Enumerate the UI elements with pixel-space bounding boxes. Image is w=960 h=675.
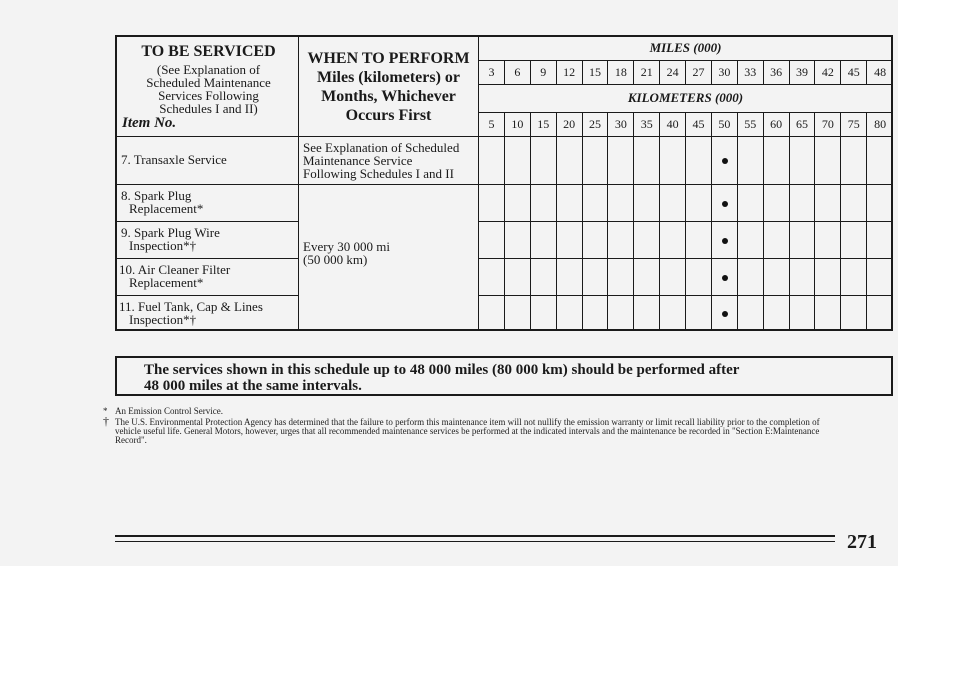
miles-value: 39 (790, 61, 816, 85)
schedule-cell (686, 222, 712, 259)
schedule-cell (479, 137, 505, 185)
service-label: 7. Transaxle Service (121, 152, 227, 167)
service-item-10 (117, 259, 299, 296)
footnote-line: vehicle useful life. General Motors, however, urges that all recommended maintenance services be performed at the indicated intervals and the maintenance be recorded in "Section E:Maintenance (115, 426, 820, 436)
when-line: Occurs First (345, 107, 432, 124)
asterisk-mark: * (103, 406, 108, 416)
schedule-cell (867, 222, 893, 259)
schedule-cell (764, 137, 790, 185)
schedule-cell (479, 222, 505, 259)
kilometers-label: KILOMETERS (000) (479, 85, 893, 113)
service-label: Inspection*† (129, 312, 197, 327)
schedule-cell (479, 296, 505, 331)
schedule-cell (531, 222, 557, 259)
schedule-cell (790, 259, 816, 296)
miles-value: 15 (583, 61, 609, 85)
schedule-cell (634, 222, 660, 259)
schedule-cell (738, 185, 764, 222)
miles-value: 12 (557, 61, 583, 85)
to-be-serviced-header (117, 37, 299, 137)
schedule-cell (531, 259, 557, 296)
miles-value: 24 (660, 61, 686, 85)
schedule-cell (815, 296, 841, 331)
schedule-cell (608, 259, 634, 296)
when-line: See Explanation of Scheduled (303, 140, 460, 155)
schedule-cell (660, 222, 686, 259)
schedule-cell (815, 259, 841, 296)
schedule-cell (738, 296, 764, 331)
schedule-cell (583, 137, 609, 185)
schedule-cell (815, 185, 841, 222)
service-due-dot (722, 311, 728, 317)
when-line: Miles (kilometers) or (316, 69, 461, 86)
schedule-cell (505, 259, 531, 296)
miles-value: 42 (815, 61, 841, 85)
schedule-cell (505, 137, 531, 185)
km-value: 25 (583, 113, 609, 137)
schedule-cell (738, 137, 764, 185)
schedule-cell (505, 296, 531, 331)
km-value: 20 (557, 113, 583, 137)
schedule-cell (608, 137, 634, 185)
km-value: 60 (764, 113, 790, 137)
miles-label: MILES (000) (479, 37, 893, 61)
schedule-cell (583, 259, 609, 296)
schedule-cell (867, 259, 893, 296)
schedule-cell (764, 259, 790, 296)
when-line: Months, Whichever (321, 88, 456, 105)
schedule-cell (686, 137, 712, 185)
schedule-cell (531, 296, 557, 331)
schedule-cell (867, 185, 893, 222)
note-line: (See Explanation of (156, 62, 261, 77)
km-value: 70 (815, 113, 841, 137)
schedule-cell (712, 296, 738, 331)
schedule-cell (505, 222, 531, 259)
miles-value: 30 (712, 61, 738, 85)
when-line: WHEN TO PERFORM (307, 50, 470, 67)
km-value: 35 (634, 113, 660, 137)
service-label: 9. Spark Plug Wire (121, 225, 220, 240)
schedule-cell (815, 137, 841, 185)
schedule-cell (867, 137, 893, 185)
footnote-line: Record". (115, 435, 147, 445)
footnote-text: An Emission Control Service. (115, 406, 223, 416)
note-line: The services shown in this schedule up to 48 000 miles (80 000 km) should be performed after (144, 362, 740, 378)
footer-rule-bottom (115, 541, 835, 542)
schedule-cell (738, 222, 764, 259)
service-label: Replacement* (129, 201, 204, 216)
schedule-cell (557, 259, 583, 296)
miles-value: 33 (738, 61, 764, 85)
service-item-8 (117, 185, 299, 222)
km-value: 65 (790, 113, 816, 137)
item-no-label: Item No. (122, 115, 177, 131)
service-item-7 (117, 137, 299, 185)
dagger-mark: † (103, 414, 109, 428)
when-to-perform-7 (299, 137, 479, 185)
service-label: 11. Fuel Tank, Cap & Lines (119, 299, 263, 314)
service-label: 8. Spark Plug (121, 188, 192, 203)
schedule-cell (712, 137, 738, 185)
km-value: 40 (660, 113, 686, 137)
schedule-cell (790, 222, 816, 259)
km-value: 10 (505, 113, 531, 137)
schedule-cell (583, 185, 609, 222)
schedule-cell (608, 222, 634, 259)
maintenance-schedule-table (115, 35, 893, 331)
km-value: 75 (841, 113, 867, 137)
note-line: Services Following (158, 88, 259, 103)
service-label: Inspection*† (129, 238, 197, 253)
miles-value: 3 (479, 61, 505, 85)
service-item-11 (117, 296, 299, 331)
schedule-cell (505, 185, 531, 222)
note-line: 48 000 miles at the same intervals. (144, 378, 362, 394)
miles-value: 6 (505, 61, 531, 85)
schedule-cell (867, 296, 893, 331)
schedule-cell (686, 259, 712, 296)
km-value: 15 (531, 113, 557, 137)
schedule-note (115, 356, 893, 396)
schedule-cell (583, 222, 609, 259)
km-value: 80 (867, 113, 893, 137)
km-value: 30 (608, 113, 634, 137)
schedule-cell (764, 296, 790, 331)
schedule-cell (531, 185, 557, 222)
schedule-cell (634, 137, 660, 185)
schedule-cell (634, 185, 660, 222)
when-line: (50 000 km) (303, 252, 368, 267)
schedule-cell (660, 185, 686, 222)
miles-value: 36 (764, 61, 790, 85)
note-line: Schedules I and II) (159, 101, 258, 116)
service-due-dot (722, 201, 728, 207)
km-value: 50 (712, 113, 738, 137)
schedule-cell (608, 296, 634, 331)
shared-when-to-perform (299, 185, 479, 331)
schedule-cell (764, 222, 790, 259)
miles-value: 45 (841, 61, 867, 85)
schedule-cell (660, 137, 686, 185)
footnote-epa (103, 414, 893, 445)
km-value: 55 (738, 113, 764, 137)
service-due-dot (722, 158, 728, 164)
schedule-cell (712, 185, 738, 222)
service-due-dot (722, 238, 728, 244)
schedule-cell (660, 296, 686, 331)
schedule-cell (557, 222, 583, 259)
when-line: Following Schedules I and II (303, 166, 454, 181)
miles-value: 48 (867, 61, 893, 85)
schedule-cell (712, 259, 738, 296)
schedule-cell (841, 185, 867, 222)
schedule-cell (738, 259, 764, 296)
schedule-cell (634, 296, 660, 331)
service-label: 10. Air Cleaner Filter (119, 262, 231, 277)
km-value: 5 (479, 113, 505, 137)
schedule-cell (660, 259, 686, 296)
schedule-cell (790, 137, 816, 185)
schedule-cell (531, 137, 557, 185)
schedule-cell (557, 296, 583, 331)
to-be-serviced-title: TO BE SERVICED (141, 43, 276, 60)
schedule-cell (841, 222, 867, 259)
schedule-cell (479, 185, 505, 222)
schedule-cell (790, 296, 816, 331)
schedule-cell (815, 222, 841, 259)
schedule-cell (634, 259, 660, 296)
miles-value: 18 (608, 61, 634, 85)
footer-rule-top (115, 535, 835, 537)
schedule-cell (764, 185, 790, 222)
schedule-cell (686, 296, 712, 331)
schedule-cell (790, 185, 816, 222)
note-line: Scheduled Maintenance (146, 75, 271, 90)
miles-value: 27 (686, 61, 712, 85)
km-value: 45 (686, 113, 712, 137)
service-due-dot (722, 275, 728, 281)
when-to-perform-header (299, 37, 479, 137)
schedule-cell (557, 137, 583, 185)
miles-value: 9 (531, 61, 557, 85)
schedule-cell (686, 185, 712, 222)
schedule-cell (841, 296, 867, 331)
footnote-emission (103, 406, 223, 416)
service-item-9 (117, 222, 299, 259)
schedule-cell (479, 259, 505, 296)
to-be-serviced-note (123, 63, 294, 115)
miles-value: 21 (634, 61, 660, 85)
schedule-cell (841, 259, 867, 296)
page-number: 271 (847, 531, 877, 553)
schedule-cell (557, 185, 583, 222)
footnote-line: The U.S. Environmental Protection Agency has determined that the failure to perform this maintenance item will not nullify the emission warranty or limit recall liability prior to the completion of (115, 417, 820, 427)
service-label: Replacement* (129, 275, 204, 290)
schedule-cell (583, 296, 609, 331)
when-line: Maintenance Service (303, 153, 413, 168)
schedule-cell (841, 137, 867, 185)
when-line: Every 30 000 mi (303, 239, 391, 254)
schedule-cell (712, 222, 738, 259)
schedule-cell (608, 185, 634, 222)
